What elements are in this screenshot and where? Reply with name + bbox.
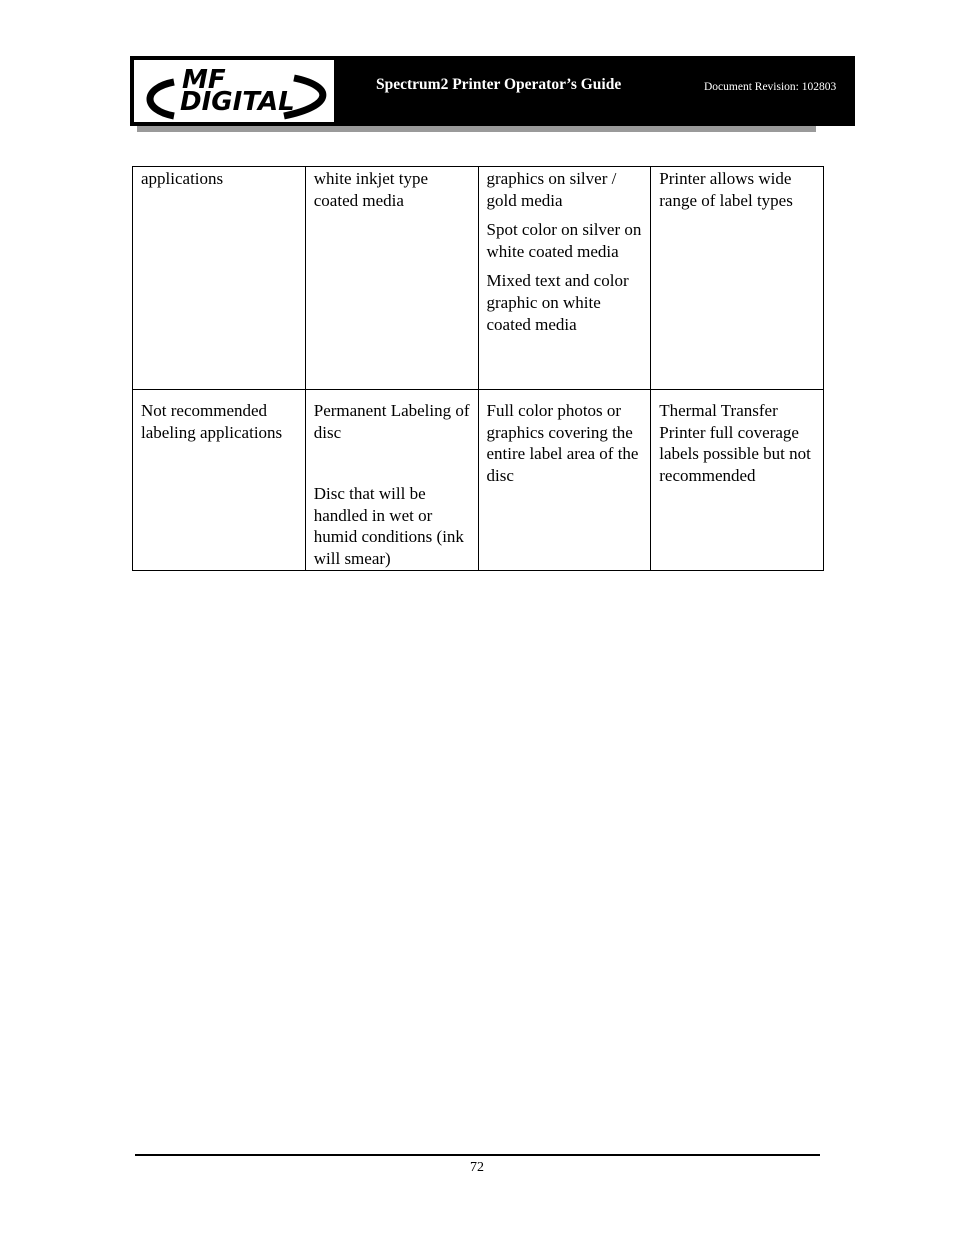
page-number: 72	[470, 1160, 484, 1175]
cell-text: white inkjet type coated media	[313, 169, 429, 210]
table-row	[133, 390, 824, 571]
cell-text: Printer allows wide range of label types	[659, 169, 793, 210]
table-cell	[478, 390, 651, 571]
cell-text: applications	[141, 169, 224, 188]
table-cell	[651, 167, 824, 390]
table-cell	[305, 167, 478, 390]
footer-divider	[135, 1154, 820, 1156]
logo-text-top: MF	[182, 65, 226, 95]
labeling-applications-table	[132, 166, 824, 571]
cell-text: Thermal Transfer Printer full coverage labels possible but not recommended	[659, 401, 811, 485]
document-revision: Document Revision: 102803	[704, 81, 837, 93]
cell-text: Permanent Labeling of disc	[313, 401, 470, 442]
cell-text: Full color photos or graphics covering the entire label area of the disc	[486, 401, 639, 485]
cell-text: Not recommended labeling applications	[141, 401, 283, 442]
table-cell	[133, 167, 306, 390]
page-header	[130, 56, 855, 126]
cell-text: Mixed text and color graphic on white coated media	[486, 271, 629, 334]
logo-text-bottom: DIGITAL	[180, 87, 295, 117]
table-cell	[651, 390, 824, 571]
logo-graphic	[134, 60, 334, 122]
document-title: Spectrum2 Printer Operator’s Guide	[376, 76, 622, 93]
table-cell	[478, 167, 651, 390]
cell-text: Spot color on silver on white coated media	[486, 220, 642, 261]
table-cell	[133, 390, 306, 571]
cell-text: Disc that will be handled in wet or humid conditions (ink will smear)	[313, 484, 464, 568]
cell-text: graphics on silver / gold media	[486, 169, 617, 210]
table-cell	[305, 390, 478, 571]
mf-digital-logo	[134, 60, 334, 122]
table-row	[133, 167, 824, 390]
